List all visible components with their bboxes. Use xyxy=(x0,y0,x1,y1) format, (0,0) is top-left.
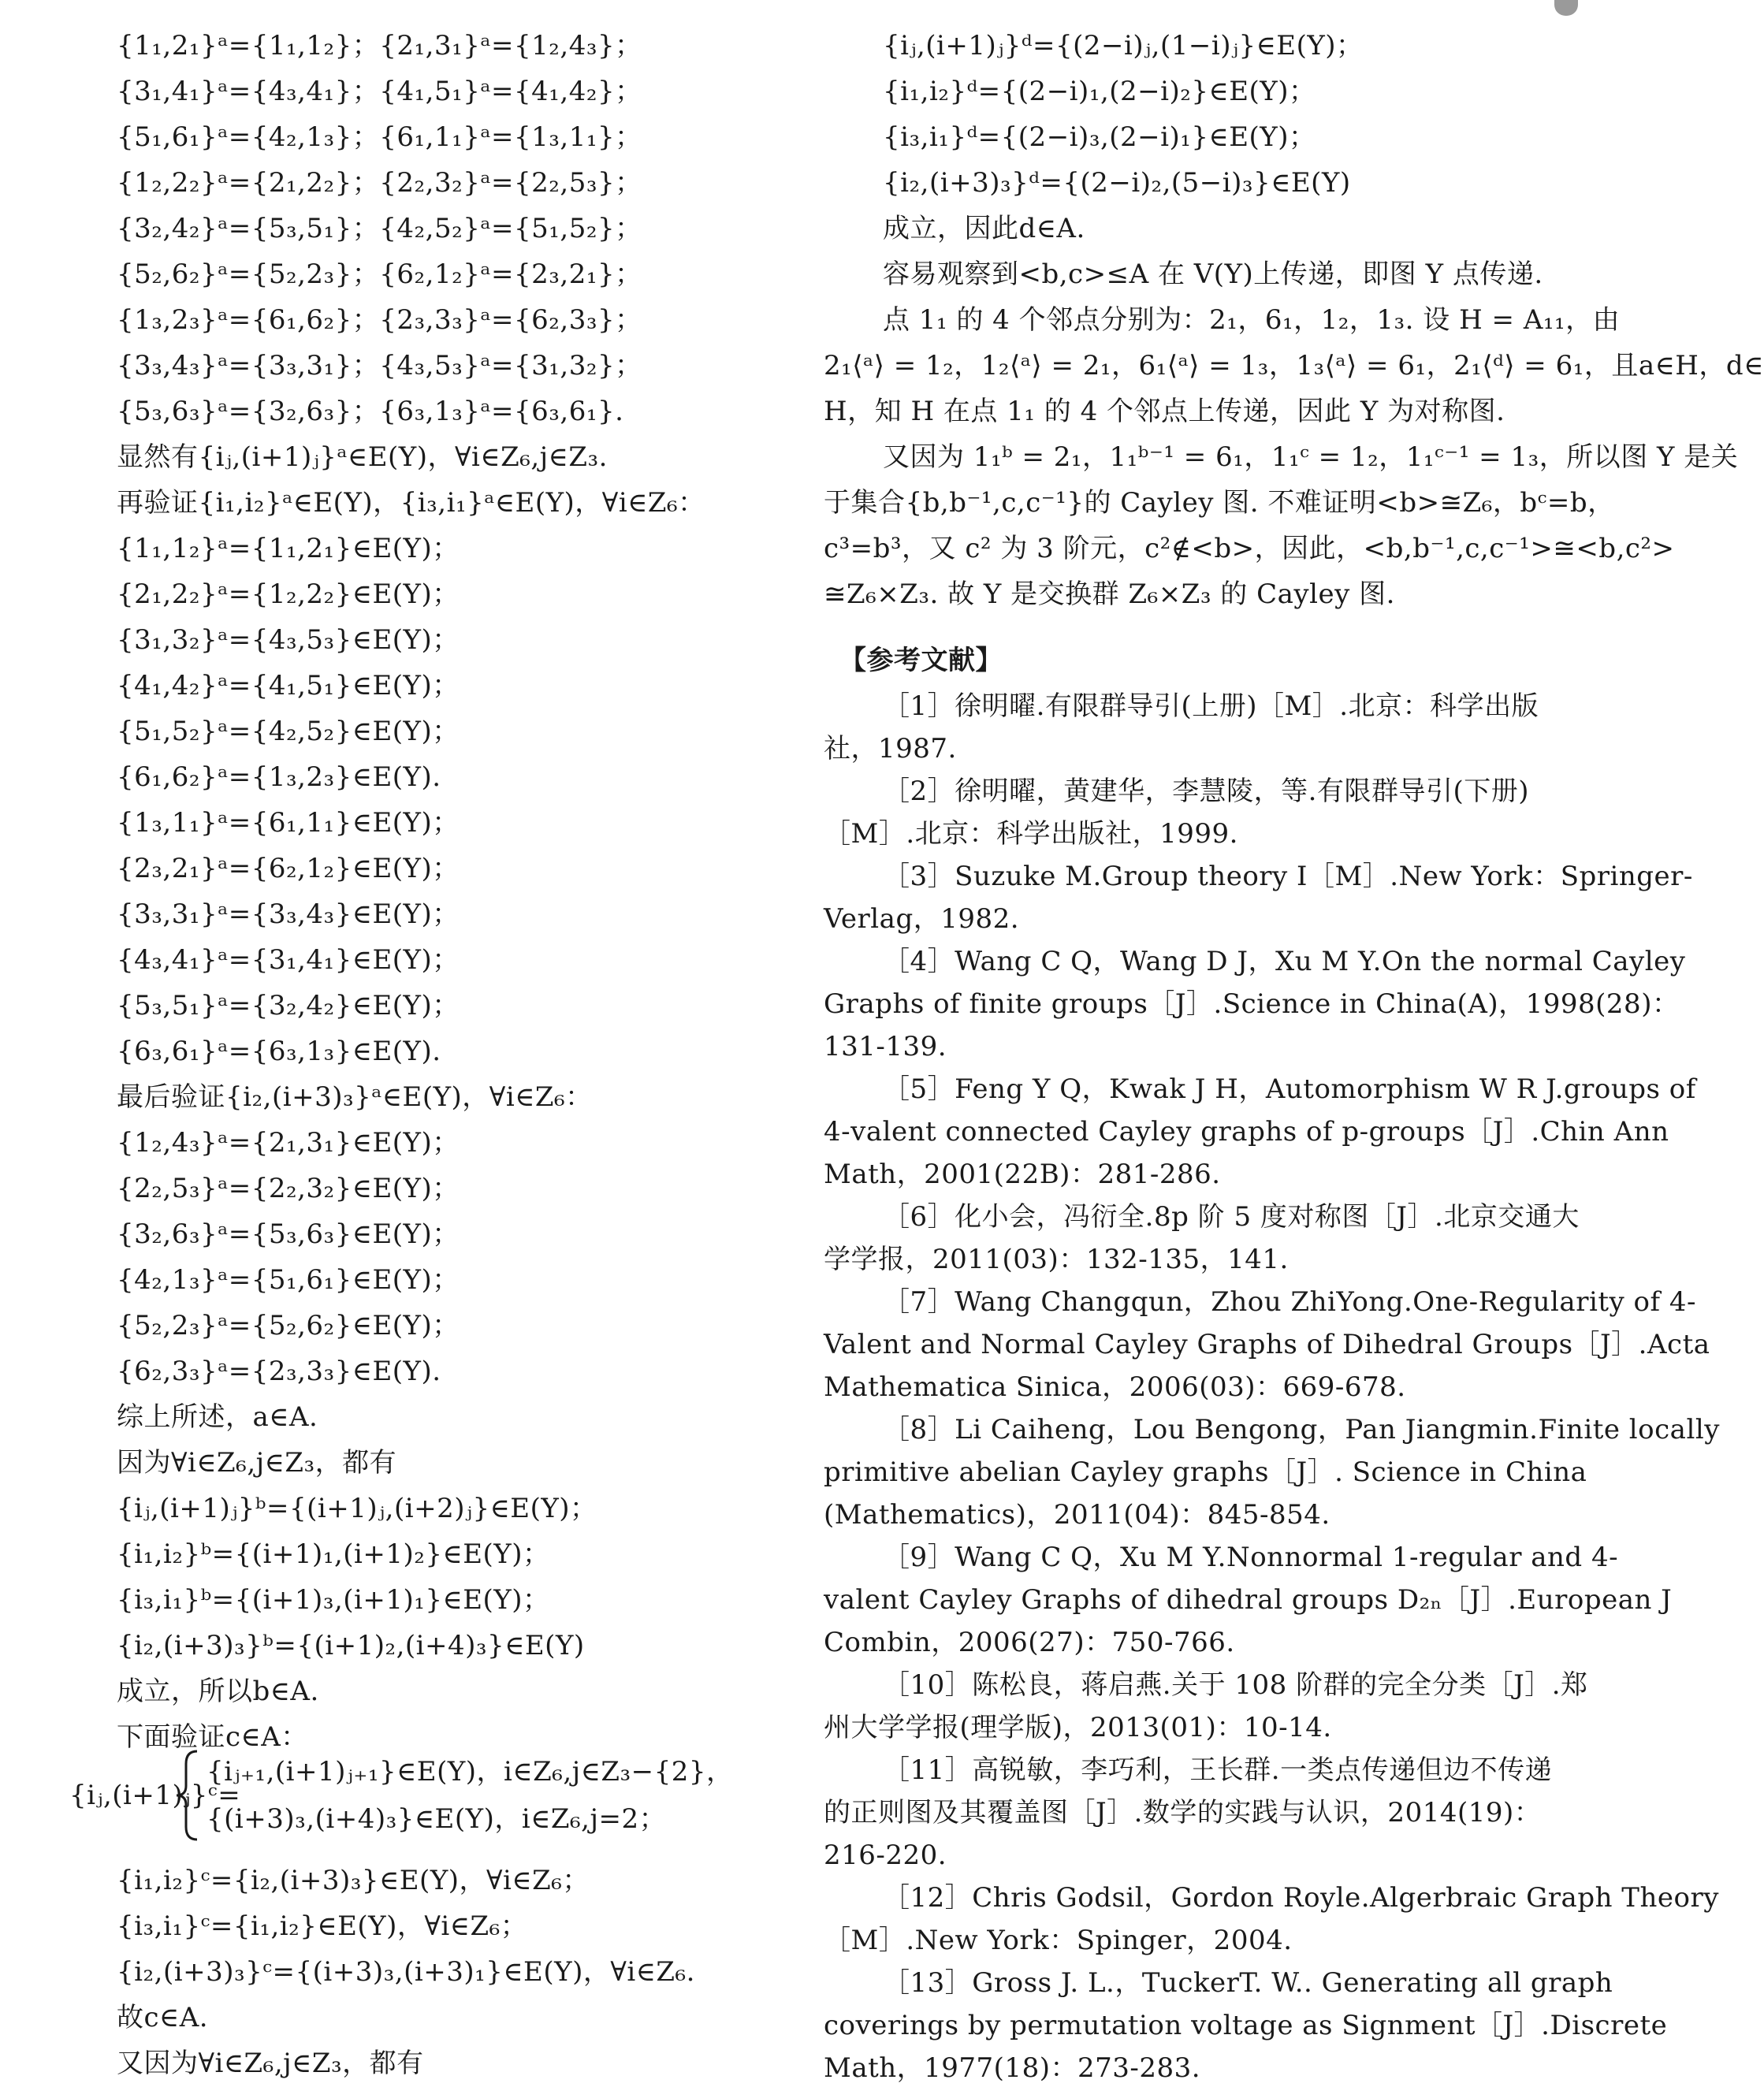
edge-image-line: {3₂,6₃}ᵃ={5₃,6₃}∈E(Y)； xyxy=(117,1218,460,1250)
reference-line: ［8］Li Caiheng，Lou Bengong，Pan Jiangmin.Finite locally xyxy=(883,1414,1720,1445)
edge-image-line: {iⱼ,(i+1)ⱼ}ᵇ={(i+1)ⱼ,(i+2)ⱼ}∈E(Y)； xyxy=(117,1493,597,1524)
statement-line: 成立，因此d∈A. xyxy=(883,213,1085,244)
edge-image-line: {1₃,2₃}ᵃ={6₁,6₂}；{2₃,3₃}ᵃ={6₂,3₃}； xyxy=(117,304,642,336)
reference-line: ［5］Feng Y Q，Kwak J H，Automorphism W R J.groups of xyxy=(883,1073,1696,1105)
edge-image-line: {5₁,5₂}ᵃ={4₂,5₂}∈E(Y)； xyxy=(117,716,460,747)
reference-line: ［M］.New York：Spinger，2004. xyxy=(824,1925,1293,1956)
reference-line: Mathematica Sinica，2006(03)：669-678. xyxy=(824,1371,1406,1403)
statement-line: 下面验证c∈A： xyxy=(117,1721,308,1753)
reference-line: ［3］Suzuke M.Group theory I［M］.New York：Springer- xyxy=(883,861,1693,892)
references-heading: 【参考文献】 xyxy=(839,645,1003,676)
edge-image-line: {2₂,5₃}ᵃ={2₂,3₂}∈E(Y)； xyxy=(117,1173,460,1204)
reference-line: Graphs of finite groups［J］.Science in China(A)，1998(28)： xyxy=(824,988,1680,1020)
statement-line: 因为∀i∈Z₆,j∈Z₃，都有 xyxy=(117,1447,397,1479)
reference-line: ［12］Chris Godsil，Gordon Royle.Algerbraic Graph Theory xyxy=(883,1882,1719,1914)
edge-image-line: {i₁,i₂}ᵇ={(i+1)₁,(i+1)₂}∈E(Y)； xyxy=(117,1538,550,1570)
reference-line: 131-139. xyxy=(824,1031,947,1062)
edge-image-line: {i₂,(i+3)₃}ᵇ={(i+1)₂,(i+4)₃}∈E(Y) xyxy=(117,1630,585,1661)
reference-line: valent Cayley Graphs of dihedral groups D₂ₙ［J］.European J xyxy=(824,1584,1673,1616)
edge-image-line: {i₃,i₁}ᵇ={(i+1)₃,(i+1)₁}∈E(Y)； xyxy=(117,1584,550,1616)
reference-line: ［1］徐明曜.有限群导引(上册)［M］.北京：科学出版 xyxy=(883,690,1539,722)
statement-line: 再验证{i₁,i₂}ᵃ∈E(Y)，{i₃,i₁}ᵃ∈E(Y)，∀i∈Z₆： xyxy=(117,487,705,519)
paragraph-line: H，知 H 在点 1₁ 的 4 个邻点上传递，因此 Y 为对称图. xyxy=(824,396,1505,427)
edge-image-line: {i₃,i₁}ᶜ={i₁,i₂}∈E(Y)，∀i∈Z₆； xyxy=(117,1910,528,1942)
edge-image-line: {1₃,1₁}ᵃ={6₁,1₁}∈E(Y)； xyxy=(117,807,460,839)
edge-image-line: {i₁,i₂}ᵈ={(2−i)₁,(2−i)₂}∈E(Y)； xyxy=(883,76,1316,107)
reference-line: 216-220. xyxy=(824,1840,947,1871)
paragraph-line: 点 1₁ 的 4 个邻点分别为：2₁，6₁，1₂，1₃. 设 H = A₁₁，由 xyxy=(883,304,1621,336)
edge-image-line: {3₃,3₁}ᵃ={3₃,4₃}∈E(Y)； xyxy=(117,898,460,930)
reference-line: ［13］Gross J. L.，TuckerT. W.. Generating all graph xyxy=(883,1967,1613,1999)
reference-line: Verlag，1982. xyxy=(824,903,1020,935)
reference-line: Math，1977(18)：273-283. xyxy=(824,2052,1201,2084)
page-corner-mark xyxy=(1554,0,1578,16)
reference-line: ［4］Wang C Q，Wang D J，Xu M Y.On the normal Cayley xyxy=(883,946,1686,977)
reference-line: coverings by permutation voltage as Signment［J］.Discrete xyxy=(824,2010,1668,2041)
reference-line: Combin，2006(27)：750-766. xyxy=(824,1627,1235,1658)
piecewise-case-2: {(i+3)₃,(i+4)₃}∈E(Y)，i∈Z₆,j=2； xyxy=(207,1803,667,1835)
piecewise-brace xyxy=(173,1748,205,1843)
piecewise-case-1: {iⱼ₊₁,(i+1)ⱼ₊₁}∈E(Y)，i∈Z₆,j∈Z₃−{2}， xyxy=(207,1756,734,1788)
statement-line: 成立，所以b∈A. xyxy=(117,1676,319,1707)
edge-image-line: {5₃,5₁}ᵃ={3₂,4₂}∈E(Y)； xyxy=(117,990,460,1021)
edge-image-line: {1₁,2₁}ᵃ={1₁,1₂}；{2₁,3₁}ᵃ={1₂,4₃}； xyxy=(117,30,642,61)
edge-image-line: {i₂,(i+3)₃}ᶜ={(i+3)₃,(i+3)₁}∈E(Y)，∀i∈Z₆. xyxy=(117,1956,695,1988)
edge-image-line: {3₁,4₁}ᵃ={4₃,4₁}；{4₁,5₁}ᵃ={4₁,4₂}； xyxy=(117,76,642,107)
edge-image-line: {6₁,6₂}ᵃ={1₃,2₃}∈E(Y). xyxy=(117,761,441,793)
edge-image-line: {1₂,4₃}ᵃ={2₁,3₁}∈E(Y)； xyxy=(117,1127,460,1159)
edge-image-line: {6₃,6₁}ᵃ={6₃,1₃}∈E(Y). xyxy=(117,1036,441,1067)
statement-line: 又因为∀i∈Z₆,j∈Z₃，都有 xyxy=(117,2048,424,2079)
reference-line: primitive abelian Cayley graphs［J］. Science in China xyxy=(824,1456,1587,1488)
paragraph-line: c³=b³，又 c² 为 3 阶元，c²∉<b>，因此，<b,b⁻¹,c,c⁻¹>≅<b,c²> xyxy=(824,533,1675,564)
edge-image-line: {4₂,1₃}ᵃ={5₁,6₁}∈E(Y)； xyxy=(117,1264,460,1296)
paragraph-line: 于集合{b,b⁻¹,c,c⁻¹}的 Cayley 图. 不难证明<b>≅Z₆，bᶜ=b， xyxy=(824,487,1615,519)
statement-line: 显然有{iⱼ,(i+1)ⱼ}ᵃ∈E(Y)，∀i∈Z₆,j∈Z₃. xyxy=(117,441,608,473)
reference-line: ［11］高锐敏，李巧利，王长群.一类点传递但边不传递 xyxy=(883,1754,1553,1786)
edge-image-line: {i₃,i₁}ᵈ={(2−i)₃,(2−i)₁}∈E(Y)； xyxy=(883,121,1316,153)
edge-image-line: {1₂,2₂}ᵃ={2₁,2₂}；{2₂,3₂}ᵃ={2₂,5₃}； xyxy=(117,167,642,199)
paragraph-line: ≅Z₆×Z₃. 故 Y 是交换群 Z₆×Z₃ 的 Cayley 图. xyxy=(824,578,1395,610)
edge-image-line: {6₂,3₃}ᵃ={2₃,3₃}∈E(Y). xyxy=(117,1356,441,1387)
paragraph-line: 容易观察到<b,c>≤A 在 V(Y)上传递，即图 Y 点传递. xyxy=(883,259,1543,290)
edge-image-line: {3₃,4₃}ᵃ={3₃,3₁}；{4₃,5₃}ᵃ={3₁,3₂}； xyxy=(117,350,642,381)
reference-line: ［10］陈松良，蒋启燕.关于 108 阶群的完全分类［J］.郑 xyxy=(883,1669,1588,1701)
edge-image-line: {3₁,3₂}ᵃ={4₃,5₃}∈E(Y)； xyxy=(117,624,460,656)
piecewise-lhs: {iⱼ,(i+1)ⱼ}ᶜ= xyxy=(69,1780,241,1811)
reference-line: 社，1987. xyxy=(824,733,957,764)
reference-line: 州大学学报(理学版)，2013(01)：10-14. xyxy=(824,1712,1332,1743)
reference-line: 学学报，2011(03)：132-135，141. xyxy=(824,1244,1289,1275)
edge-image-line: {i₁,i₂}ᶜ={i₂,(i+3)₃}∈E(Y)，∀i∈Z₆； xyxy=(117,1865,590,1896)
edge-image-line: {5₁,6₁}ᵃ={4₂,1₃}；{6₁,1₁}ᵃ={1₃,1₁}； xyxy=(117,121,642,153)
edge-image-line: {5₃,6₃}ᵃ={3₂,6₃}；{6₃,1₃}ᵃ={6₃,6₁}. xyxy=(117,396,624,427)
statement-line: 综上所述，a∈A. xyxy=(117,1401,318,1433)
edge-image-line: {5₂,2₃}ᵃ={5₂,6₂}∈E(Y)； xyxy=(117,1310,460,1341)
paragraph-line: 2₁⟨ᵃ⟩ = 1₂，1₂⟨ᵃ⟩ = 2₁，6₁⟨ᵃ⟩ = 1₃，1₃⟨ᵃ⟩ = 6₁，2₁⟨ᵈ⟩ = 6₁，且a∈H，d∈ xyxy=(824,350,1764,381)
statement-line: 故c∈A. xyxy=(117,2002,209,2033)
edge-image-line: {2₁,2₂}ᵃ={1₂,2₂}∈E(Y)； xyxy=(117,578,460,610)
edge-image-line: {i₂,(i+3)₃}ᵈ={(2−i)₂,(5−i)₃}∈E(Y) xyxy=(883,167,1351,199)
reference-line: Math，2001(22B)：281-286. xyxy=(824,1159,1221,1190)
edge-image-line: {5₂,6₂}ᵃ={5₂,2₃}；{6₂,1₂}ᵃ={2₃,2₁}； xyxy=(117,259,642,290)
edge-image-line: {iⱼ,(i+1)ⱼ}ᵈ={(2−i)ⱼ,(1−i)ⱼ}∈E(Y)； xyxy=(883,30,1364,61)
statement-line: 最后验证{i₂,(i+3)₃}ᵃ∈E(Y)，∀i∈Z₆： xyxy=(117,1081,593,1113)
edge-image-line: {4₁,4₂}ᵃ={4₁,5₁}∈E(Y)； xyxy=(117,670,460,701)
paragraph-line: 又因为 1₁ᵇ = 2₁，1₁ᵇ⁻¹ = 6₁，1₁ᶜ = 1₂，1₁ᶜ⁻¹ = 1₃，所以图 Y 是关 xyxy=(883,441,1739,473)
reference-line: 4-valent connected Cayley graphs of p-groups［J］.Chin Ann xyxy=(824,1116,1669,1148)
reference-line: ［9］Wang C Q，Xu M Y.Nonnormal 1-regular and 4- xyxy=(883,1542,1619,1573)
edge-image-line: {4₃,4₁}ᵃ={3₁,4₁}∈E(Y)； xyxy=(117,944,460,976)
reference-line: 的正则图及其覆盖图［J］.数学的实践与认识，2014(19)： xyxy=(824,1797,1542,1828)
reference-line: ［M］.北京：科学出版社，1999. xyxy=(824,818,1238,850)
edge-image-line: {3₂,4₂}ᵃ={5₃,5₁}；{4₂,5₂}ᵃ={5₁,5₂}； xyxy=(117,213,642,244)
edge-image-line: {2₃,2₁}ᵃ={6₂,1₂}∈E(Y)； xyxy=(117,853,460,884)
reference-line: Valent and Normal Cayley Graphs of Dihedral Groups［J］.Acta xyxy=(824,1329,1710,1360)
reference-line: ［2］徐明曜，黄建华，李慧陵，等.有限群导引(下册) xyxy=(883,776,1529,807)
edge-image-line: {1₁,1₂}ᵃ={1₁,2₁}∈E(Y)； xyxy=(117,533,460,564)
reference-line: ［6］化小会，冯衍全.8p 阶 5 度对称图［J］.北京交通大 xyxy=(883,1201,1580,1233)
reference-line: (Mathematics)，2011(04)：845-854. xyxy=(824,1499,1330,1531)
reference-line: ［7］Wang Changqun，Zhou ZhiYong.One-Regularity of 4- xyxy=(883,1286,1696,1318)
